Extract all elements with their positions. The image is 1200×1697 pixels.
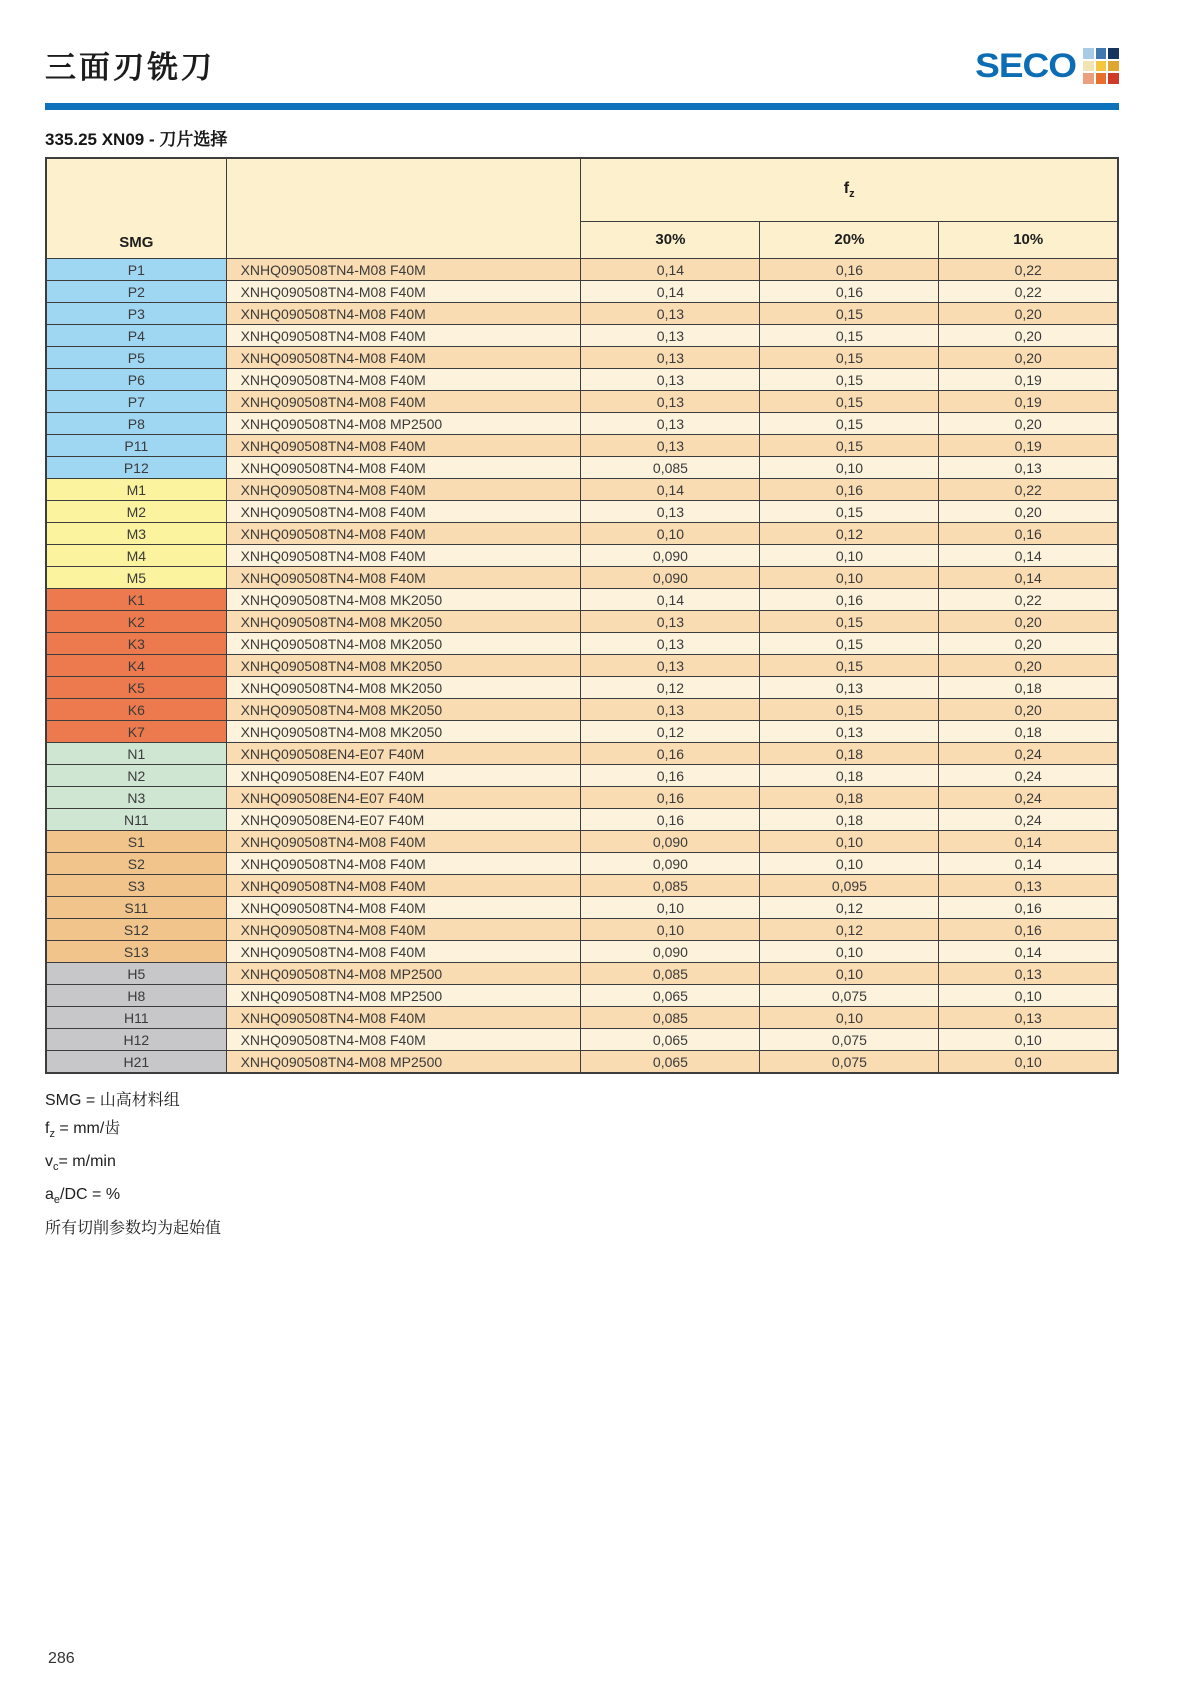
fz-20-value-cell: 0,18 (760, 809, 939, 831)
insert-designation-cell: XNHQ090508TN4-M08 F40M (226, 941, 581, 963)
fz-20-value-cell: 0,16 (760, 259, 939, 281)
insert-designation-cell: XNHQ090508TN4-M08 F40M (226, 897, 581, 919)
insert-designation-cell: XNHQ090508TN4-M08 MK2050 (226, 633, 581, 655)
table-row (46, 809, 1118, 831)
table-header (46, 158, 1118, 259)
insert-designation-cell: XNHQ090508TN4-M08 F40M (226, 501, 581, 523)
fz-30-value-cell: 0,14 (581, 479, 760, 501)
fz-subscript: z (849, 188, 855, 201)
page-title: 三面刃铣刀 (45, 50, 215, 86)
fz-20-value-cell: 0,15 (760, 369, 939, 391)
fz-20-value-cell: 0,15 (760, 303, 939, 325)
table-row (46, 743, 1118, 765)
smg-cell: P1 (46, 259, 226, 281)
smg-cell: K5 (46, 677, 226, 699)
fz-20-value-cell: 0,15 (760, 391, 939, 413)
fz-10-value-cell: 0,24 (939, 743, 1118, 765)
fz-30-value-cell: 0,14 (581, 589, 760, 611)
table-body (46, 259, 1118, 1074)
table-row (46, 391, 1118, 413)
fz-30-value-cell: 0,13 (581, 413, 760, 435)
fz-10-value-cell: 0,24 (939, 809, 1118, 831)
insert-designation-cell: XNHQ090508TN4-M08 F40M (226, 523, 581, 545)
table-row (46, 369, 1118, 391)
fz-20-value-cell: 0,15 (760, 501, 939, 523)
fz-20-value-cell: 0,15 (760, 633, 939, 655)
fz-30-value-cell: 0,14 (581, 281, 760, 303)
table-row (46, 611, 1118, 633)
fz-10-value-cell: 0,20 (939, 325, 1118, 347)
fz-10-value-cell: 0,16 (939, 523, 1118, 545)
fz-20-value-cell: 0,13 (760, 721, 939, 743)
fz-20-value-cell: 0,075 (760, 1029, 939, 1051)
fz-20-value-cell: 0,15 (760, 325, 939, 347)
fz-20-value-cell: 0,12 (760, 897, 939, 919)
fz-10-value-cell: 0,19 (939, 435, 1118, 457)
insert-designation-cell: XNHQ090508EN4-E07 F40M (226, 809, 581, 831)
logo-grid-cell (1083, 61, 1094, 72)
fz-20-value-cell: 0,10 (760, 1007, 939, 1029)
fz-30-value-cell: 0,090 (581, 853, 760, 875)
table-row (46, 1007, 1118, 1029)
fz-30-value-cell: 0,16 (581, 809, 760, 831)
insert-designation-cell: XNHQ090508EN4-E07 F40M (226, 787, 581, 809)
fz-10-value-cell: 0,10 (939, 985, 1118, 1007)
fz-10-value-cell: 0,22 (939, 281, 1118, 303)
fz-20-value-cell: 0,10 (760, 457, 939, 479)
logo-grid-cell (1096, 48, 1107, 59)
fz-20-value-cell: 0,12 (760, 523, 939, 545)
fz-10-value-cell: 0,20 (939, 347, 1118, 369)
fz-10-value-cell: 0,20 (939, 633, 1118, 655)
table-row (46, 501, 1118, 523)
table-row (46, 347, 1118, 369)
insert-selection-table (45, 157, 1119, 1074)
smg-cell: P8 (46, 413, 226, 435)
table-row (46, 941, 1118, 963)
smg-cell: H21 (46, 1051, 226, 1074)
fz-30-value-cell: 0,085 (581, 963, 760, 985)
footnote-line: SMG = 山高材料组 (45, 1092, 180, 1109)
fz-30-value-cell: 0,13 (581, 347, 760, 369)
fz-30-value-cell: 0,090 (581, 545, 760, 567)
fz-20-value-cell: 0,10 (760, 567, 939, 589)
insert-designation-cell: XNHQ090508TN4-M08 MK2050 (226, 589, 581, 611)
insert-designation-cell: XNHQ090508TN4-M08 MP2500 (226, 413, 581, 435)
table-row (46, 259, 1118, 281)
section-title: 335.25 XN09 - 刀片选择 (45, 130, 228, 149)
footnote-line: $f_z = mm/$齿 (45, 1120, 121, 1141)
fz-10-value-cell: 0,19 (939, 391, 1118, 413)
logo-grid-cell (1096, 61, 1107, 72)
fz-30-value-cell: 0,16 (581, 765, 760, 787)
smg-cell: P11 (46, 435, 226, 457)
table-row (46, 567, 1118, 589)
page-content (45, 0, 1119, 1243)
seco-logo (975, 48, 1119, 84)
smg-cell: M3 (46, 523, 226, 545)
fz-20-value-cell: 0,16 (760, 281, 939, 303)
insert-designation-cell: XNHQ090508TN4-M08 MP2500 (226, 985, 581, 1007)
fz-10-value-cell: 0,16 (939, 919, 1118, 941)
fz-20-value-cell: 0,10 (760, 853, 939, 875)
seco-logo-mark-icon (1083, 48, 1119, 84)
insert-designation-cell: XNHQ090508TN4-M08 F40M (226, 1007, 581, 1029)
fz-30-value-cell: 0,10 (581, 523, 760, 545)
fz-10-value-cell: 0,14 (939, 831, 1118, 853)
table-row (46, 303, 1118, 325)
footnote-line: 所有切削参数均为起始值 (45, 1219, 222, 1237)
fz-10-value-cell: 0,20 (939, 303, 1118, 325)
fz-20-value-cell: 0,15 (760, 611, 939, 633)
insert-designation-cell: XNHQ090508TN4-M08 F40M (226, 1029, 581, 1051)
fz-30-value-cell: 0,13 (581, 699, 760, 721)
table-row (46, 853, 1118, 875)
fz-20-value-cell: 0,16 (760, 479, 939, 501)
fz-10-value-cell: 0,10 (939, 1051, 1118, 1074)
smg-cell: N1 (46, 743, 226, 765)
table-row (46, 875, 1118, 897)
fz-10-value-cell: 0,22 (939, 589, 1118, 611)
table-row (46, 435, 1118, 457)
fz-20-value-cell: 0,16 (760, 589, 939, 611)
footnote-line: $v_c= m/\min$ (45, 1153, 116, 1174)
fz-30-value-cell: 0,10 (581, 897, 760, 919)
fz-10-value-cell: 0,10 (939, 1029, 1118, 1051)
logo-grid-cell (1108, 73, 1119, 84)
footnotes (45, 1087, 1119, 1243)
table-row (46, 545, 1118, 567)
insert-designation-cell: XNHQ090508TN4-M08 F40M (226, 479, 581, 501)
table-row (46, 1051, 1118, 1074)
smg-cell: P2 (46, 281, 226, 303)
fz-20-value-cell: 0,18 (760, 765, 939, 787)
fz-20-value-cell: 0,075 (760, 985, 939, 1007)
seco-logo-text: SECO (975, 46, 1076, 85)
fz-10-value-cell: 0,13 (939, 457, 1118, 479)
logo-grid-cell (1083, 48, 1094, 59)
fz-30-value-cell: 0,12 (581, 721, 760, 743)
fz-10-value-cell: 0,13 (939, 963, 1118, 985)
fz-30-value-cell: 0,13 (581, 325, 760, 347)
fz-30-value-cell: 0,085 (581, 1007, 760, 1029)
logo-grid-cell (1096, 73, 1107, 84)
table-row (46, 721, 1118, 743)
smg-cell: S12 (46, 919, 226, 941)
smg-column-header: SMG (46, 158, 226, 259)
page-number: 286 (48, 1650, 75, 1667)
smg-cell: M1 (46, 479, 226, 501)
fz-10-value-cell: 0,20 (939, 611, 1118, 633)
fz-30-header: 30% (581, 221, 760, 258)
fz-30-value-cell: 0,065 (581, 1029, 760, 1051)
fz-20-header: 20% (760, 221, 939, 258)
table-row (46, 699, 1118, 721)
table-row (46, 831, 1118, 853)
insert-designation-cell: XNHQ090508TN4-M08 MP2500 (226, 1051, 581, 1074)
fz-30-value-cell: 0,10 (581, 919, 760, 941)
table-row (46, 589, 1118, 611)
fz-20-value-cell: 0,15 (760, 699, 939, 721)
table-row (46, 1029, 1118, 1051)
table-row (46, 457, 1118, 479)
smg-cell: P12 (46, 457, 226, 479)
smg-cell: P4 (46, 325, 226, 347)
fz-10-value-cell: 0,20 (939, 699, 1118, 721)
fz-30-value-cell: 0,13 (581, 303, 760, 325)
fz-10-value-cell: 0,24 (939, 787, 1118, 809)
insert-designation-cell: XNHQ090508TN4-M08 F40M (226, 369, 581, 391)
fz-30-value-cell: 0,13 (581, 435, 760, 457)
fz-symbol: f (843, 179, 850, 197)
fz-20-value-cell: 0,10 (760, 963, 939, 985)
table-row (46, 765, 1118, 787)
smg-cell: K3 (46, 633, 226, 655)
footnote-line: $a_e/DC$ = % (45, 1186, 121, 1207)
insert-designation-cell: XNHQ090508EN4-E07 F40M (226, 765, 581, 787)
logo-grid-cell (1108, 48, 1119, 59)
fz-20-value-cell: 0,15 (760, 435, 939, 457)
insert-designation-cell: XNHQ090508TN4-M08 F40M (226, 347, 581, 369)
insert-designation-cell: XNHQ090508TN4-M08 MK2050 (226, 655, 581, 677)
fz-30-value-cell: 0,090 (581, 567, 760, 589)
fz-20-value-cell: 0,15 (760, 655, 939, 677)
smg-cell: P5 (46, 347, 226, 369)
fz-20-value-cell: 0,18 (760, 743, 939, 765)
fz-20-value-cell: 0,13 (760, 677, 939, 699)
insert-designation-cell: XNHQ090508TN4-M08 F40M (226, 567, 581, 589)
fz-30-value-cell: 0,085 (581, 457, 760, 479)
smg-cell: H5 (46, 963, 226, 985)
smg-cell: S11 (46, 897, 226, 919)
insert-designation-cell: XNHQ090508TN4-M08 F40M (226, 303, 581, 325)
fz-30-value-cell: 0,065 (581, 985, 760, 1007)
insert-designation-cell: XNHQ090508TN4-M08 MP2500 (226, 963, 581, 985)
fz-10-value-cell: 0,20 (939, 655, 1118, 677)
smg-cell: P3 (46, 303, 226, 325)
fz-30-value-cell: 0,13 (581, 369, 760, 391)
fz-10-value-cell: 0,14 (939, 941, 1118, 963)
insert-designation-cell: XNHQ090508TN4-M08 F40M (226, 853, 581, 875)
fz-20-value-cell: 0,12 (760, 919, 939, 941)
insert-designation-cell: XNHQ090508TN4-M08 F40M (226, 325, 581, 347)
insert-designation-cell: XNHQ090508EN4-E07 F40M (226, 743, 581, 765)
fz-20-value-cell: 0,10 (760, 941, 939, 963)
fz-30-value-cell: 0,090 (581, 831, 760, 853)
table-row (46, 677, 1118, 699)
table-row (46, 523, 1118, 545)
fz-20-value-cell: 0,10 (760, 545, 939, 567)
insert-designation-cell: XNHQ090508TN4-M08 MK2050 (226, 721, 581, 743)
fz-30-value-cell: 0,13 (581, 633, 760, 655)
table-row (46, 633, 1118, 655)
table-row (46, 325, 1118, 347)
header-rule (45, 103, 1119, 110)
table-row (46, 919, 1118, 941)
fz-10-value-cell: 0,22 (939, 259, 1118, 281)
smg-cell: S1 (46, 831, 226, 853)
fz-10-value-cell: 0,19 (939, 369, 1118, 391)
smg-cell: H11 (46, 1007, 226, 1029)
insert-designation-cell: XNHQ090508TN4-M08 MK2050 (226, 677, 581, 699)
fz-20-value-cell: 0,15 (760, 413, 939, 435)
smg-cell: K7 (46, 721, 226, 743)
fz-10-value-cell: 0,14 (939, 853, 1118, 875)
fz-20-value-cell: 0,10 (760, 831, 939, 853)
table-row (46, 985, 1118, 1007)
smg-cell: S13 (46, 941, 226, 963)
fz-20-value-cell: 0,075 (760, 1051, 939, 1074)
fz-10-value-cell: 0,16 (939, 897, 1118, 919)
table-row (46, 897, 1118, 919)
smg-cell: M4 (46, 545, 226, 567)
fz-30-value-cell: 0,13 (581, 501, 760, 523)
logo-grid-cell (1108, 61, 1119, 72)
fz-10-header: 10% (939, 221, 1118, 258)
fz-30-value-cell: 0,13 (581, 611, 760, 633)
table-row (46, 281, 1118, 303)
smg-cell: N2 (46, 765, 226, 787)
smg-cell: M5 (46, 567, 226, 589)
table-row (46, 787, 1118, 809)
fz-20-value-cell: 0,18 (760, 787, 939, 809)
insert-designation-cell: XNHQ090508TN4-M08 F40M (226, 875, 581, 897)
insert-designation-cell: XNHQ090508TN4-M08 MK2050 (226, 699, 581, 721)
fz-10-value-cell: 0,20 (939, 501, 1118, 523)
fz-10-value-cell: 0,20 (939, 413, 1118, 435)
fz-10-value-cell: 0,13 (939, 1007, 1118, 1029)
table-row (46, 963, 1118, 985)
fz-30-value-cell: 0,065 (581, 1051, 760, 1074)
logo-grid-cell (1083, 73, 1094, 84)
fz-30-value-cell: 0,16 (581, 787, 760, 809)
page-header (45, 38, 1119, 84)
fz-30-value-cell: 0,13 (581, 391, 760, 413)
smg-cell: S3 (46, 875, 226, 897)
table-header-row-top (46, 158, 1118, 221)
fz-20-value-cell: 0,15 (760, 347, 939, 369)
insert-designation-cell: XNHQ090508TN4-M08 MK2050 (226, 611, 581, 633)
smg-cell: H8 (46, 985, 226, 1007)
insert-column-header (226, 158, 581, 259)
smg-cell: K6 (46, 699, 226, 721)
smg-cell: H12 (46, 1029, 226, 1051)
insert-designation-cell: XNHQ090508TN4-M08 F40M (226, 391, 581, 413)
smg-cell: K1 (46, 589, 226, 611)
smg-cell: P6 (46, 369, 226, 391)
fz-10-value-cell: 0,24 (939, 765, 1118, 787)
table-row (46, 413, 1118, 435)
smg-cell: N11 (46, 809, 226, 831)
smg-cell: M2 (46, 501, 226, 523)
insert-designation-cell: XNHQ090508TN4-M08 F40M (226, 259, 581, 281)
fz-30-value-cell: 0,16 (581, 743, 760, 765)
insert-designation-cell: XNHQ090508TN4-M08 F40M (226, 919, 581, 941)
insert-designation-cell: XNHQ090508TN4-M08 F40M (226, 545, 581, 567)
table-row (46, 479, 1118, 501)
smg-cell: N3 (46, 787, 226, 809)
fz-10-value-cell: 0,14 (939, 567, 1118, 589)
fz-30-value-cell: 0,14 (581, 259, 760, 281)
table-row (46, 655, 1118, 677)
fz-30-value-cell: 0,12 (581, 677, 760, 699)
insert-designation-cell: XNHQ090508TN4-M08 F40M (226, 435, 581, 457)
fz-10-value-cell: 0,18 (939, 721, 1118, 743)
fz-10-value-cell: 0,14 (939, 545, 1118, 567)
insert-designation-cell: XNHQ090508TN4-M08 F40M (226, 831, 581, 853)
smg-cell: K2 (46, 611, 226, 633)
fz-10-value-cell: 0,18 (939, 677, 1118, 699)
fz-column-group-header (581, 158, 1118, 221)
smg-cell: P7 (46, 391, 226, 413)
fz-10-value-cell: 0,13 (939, 875, 1118, 897)
fz-30-value-cell: 0,13 (581, 655, 760, 677)
fz-30-value-cell: 0,085 (581, 875, 760, 897)
smg-cell: S2 (46, 853, 226, 875)
fz-20-value-cell: 0,095 (760, 875, 939, 897)
smg-cell: K4 (46, 655, 226, 677)
fz-30-value-cell: 0,090 (581, 941, 760, 963)
insert-designation-cell: XNHQ090508TN4-M08 F40M (226, 281, 581, 303)
fz-10-value-cell: 0,22 (939, 479, 1118, 501)
insert-designation-cell: XNHQ090508TN4-M08 F40M (226, 457, 581, 479)
